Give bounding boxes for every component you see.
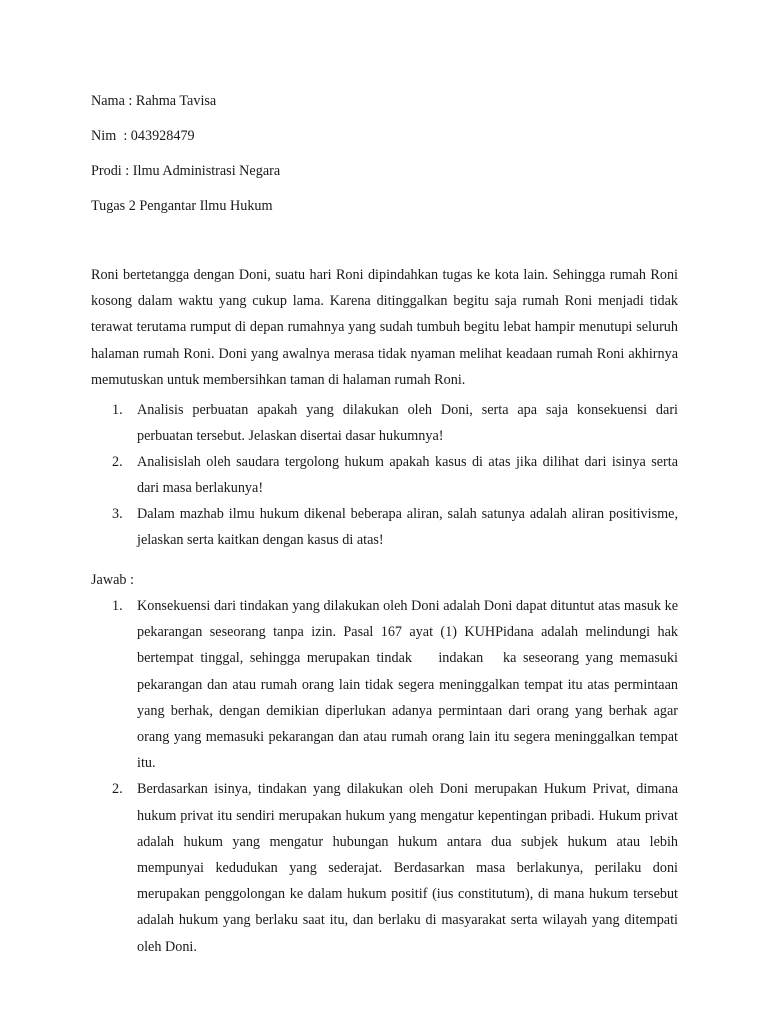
question-number: 3. [112, 506, 123, 522]
answer-text: Konsekuensi dari tindakan yang dilakukan oleh Doni adalah Doni dapat dituntut atas masuk ke pekarangan seseorang tanpa izin. Pasal 167 ayat (1) KUHPidana adalah melindungi hak bertempat tinggal, sehingga merupakan tindak indakan ka seseorang yang memasuki pekarangan dan atau rumah orang lain tidak segera meninggalkan tempat itu atas permintaan yang berhak, dengan demikian diperlukan adanya permintaan dari orang yang berhak agar orang yang memasuki pekarangan dan atau rumah orang lain itu segera meninggalkan tempat itu. [137, 598, 682, 772]
question-list [91, 397, 678, 553]
case-description: Roni bertetangga dengan Doni, suatu hari Roni dipindahkan tugas ke kota lain. Sehingga rumah Roni kosong dalam waktu yang cukup lama. Karena ditinggalkan begitu saja rumah Roni menjadi tidak terawat terutama rumput di depan rumahnya yang sudah tumbuh begitu lebat hampir menutupi seluruh halaman rumah Roni. Doni yang awalnya merasa tidak nyaman melihat keadaan rumah Roni akhirnya memutuskan untuk membersihkan taman di halaman rumah Roni. [91, 267, 678, 388]
question-text: Analisis perbuatan apakah yang dilakukan oleh Doni, serta apa saja konsekuensi dari perbuatan tersebut. Jelaskan disertai dasar hukumnya! [137, 402, 678, 444]
question-item [91, 449, 678, 501]
question-number: 1. [112, 402, 123, 418]
question-number: 2. [112, 454, 123, 470]
answer-heading: Jawab : [91, 572, 134, 588]
question-text: Analisislah oleh saudara tergolong hukum apakah kasus di atas jika dilihat dari isinya serta dari masa berlakunya! [137, 454, 678, 496]
assignment-title: Tugas 2 Pengantar Ilmu Hukum [91, 198, 273, 214]
question-item [91, 397, 678, 449]
answer-number: 2. [112, 781, 123, 798]
answer-item [91, 776, 678, 959]
question-text: Dalam mazhab ilmu hukum dikenal beberapa aliran, salah satunya adalah aliran positivisme, jelaskan serta kaitkan dengan kasus di atas! [137, 506, 678, 548]
student-nim: Nim : 043928479 [91, 128, 195, 144]
student-name: Nama : Rahma Tavisa [91, 93, 217, 109]
answer-text: Berdasarkan isinya, tindakan yang dilakukan oleh Doni merupakan Hukum Privat, dimana hukum privat itu sendiri merupakan hukum yang mengatur kepentingan pribadi. Hukum privat adalah hukum yang mengatur hubungan hukum antara dua subjek hukum atau lebih mempunyai kedudukan yang sederajat. Berdasarkan masa berlakunya, perilaku doni merupakan penggolongan ke dalam hukum positif (ius constitutum), di mana hukum tersebut adalah hukum yang berlaku saat itu, dan berlaku di masyarakat serta wilayah yang ditempati oleh Doni. [137, 781, 678, 955]
study-program: Prodi : Ilmu Administrasi Negara [91, 163, 281, 179]
answer-item [91, 593, 682, 776]
question-item [91, 501, 678, 553]
answer-number: 1. [112, 598, 123, 614]
answer-list [91, 593, 682, 960]
